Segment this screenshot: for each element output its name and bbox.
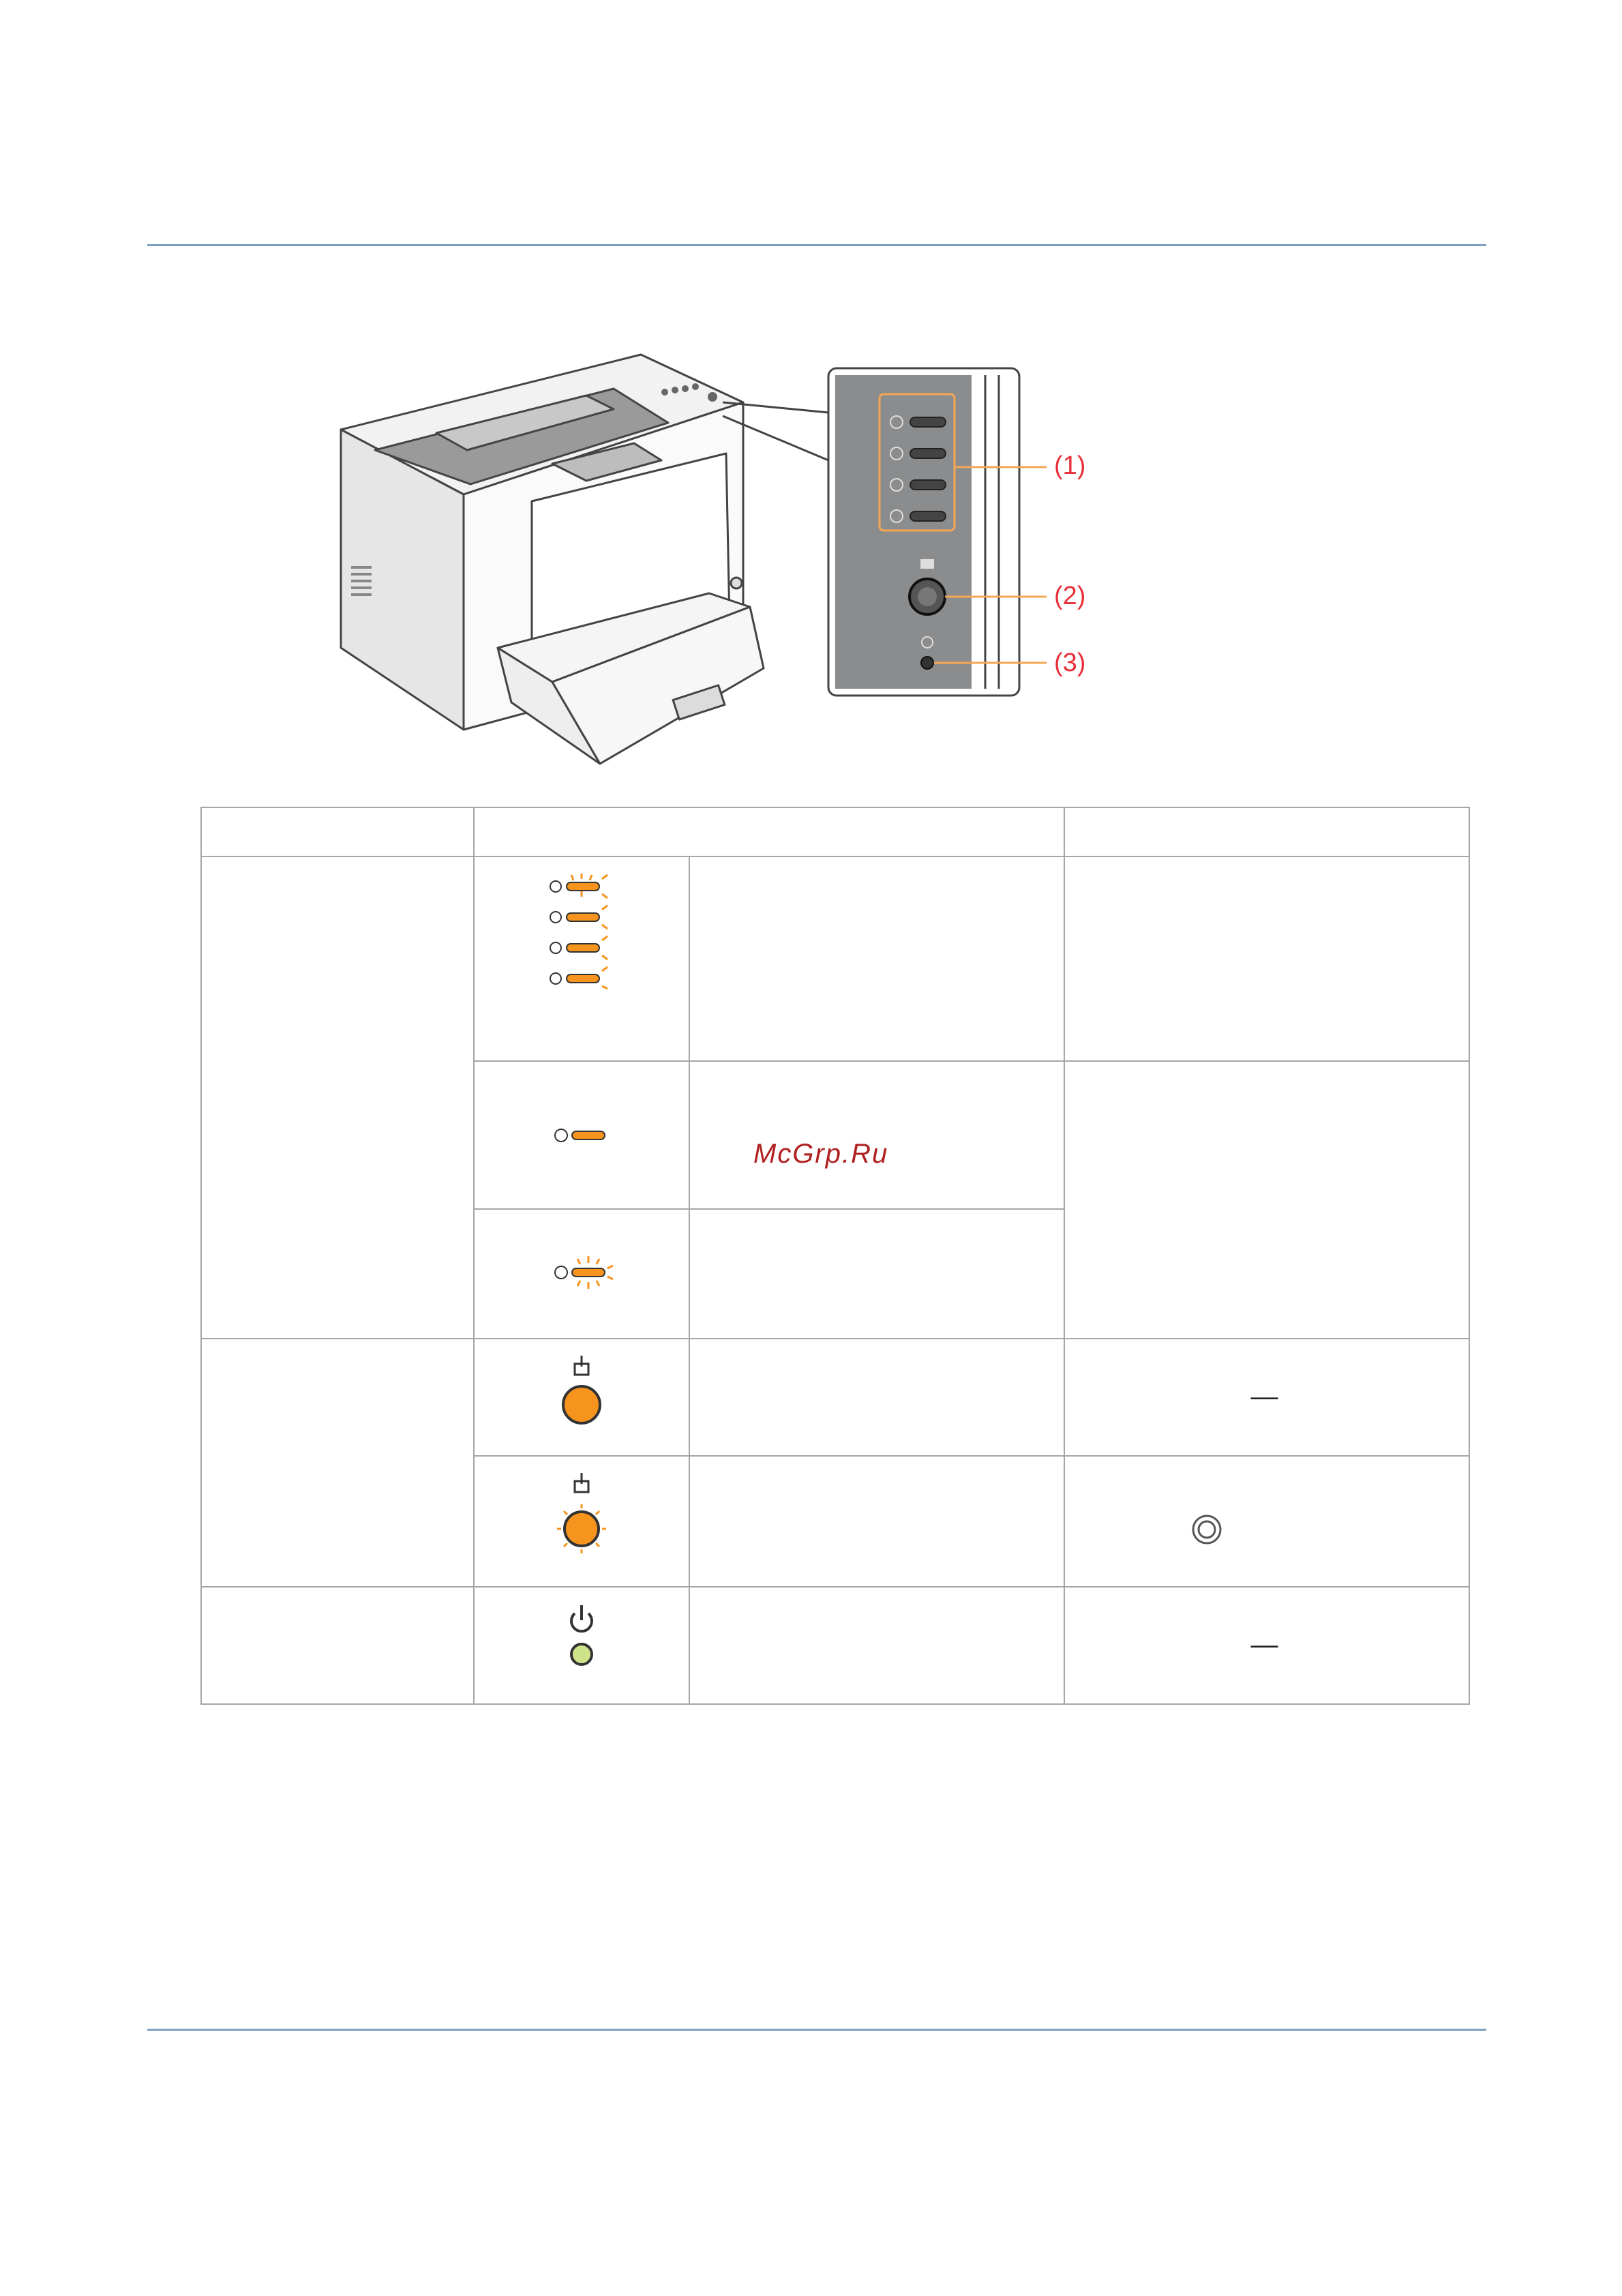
header-rule xyxy=(147,244,1486,246)
row-name-cell-toner xyxy=(201,856,474,1339)
printer-body xyxy=(341,355,764,764)
row-name-cell-power xyxy=(201,1587,474,1704)
description-cell xyxy=(1064,1339,1469,1456)
indicator-table xyxy=(200,807,1470,1705)
table-row xyxy=(201,1339,1469,1456)
job-button-symbol-icon xyxy=(1190,1512,1224,1547)
dash-symbol: — xyxy=(1250,1630,1278,1660)
status-text-cell xyxy=(689,1209,1064,1339)
k-led-on-icon xyxy=(474,1061,689,1209)
status-text-cell xyxy=(689,1061,1064,1209)
printer-illustration xyxy=(327,348,1118,784)
header-cell-status xyxy=(474,807,1065,856)
status-text-cell xyxy=(689,1587,1064,1704)
row-name-cell-job xyxy=(201,1339,474,1587)
header-cell-description xyxy=(1064,807,1469,856)
power-led-green-icon xyxy=(474,1587,689,1704)
header-cell-name xyxy=(201,807,474,856)
description-cell xyxy=(1064,856,1469,1061)
watermark: McGrp.Ru xyxy=(753,1139,889,1169)
job-button-lit-icon xyxy=(474,1339,689,1456)
description-cell xyxy=(1064,1587,1469,1704)
four-toner-leds-blinking-icon xyxy=(474,856,689,1061)
status-text-cell xyxy=(689,1456,1064,1587)
description-cell xyxy=(1064,1061,1469,1339)
dash-symbol: — xyxy=(1250,1382,1278,1412)
status-text-cell xyxy=(689,856,1064,1061)
callout-1: (1) xyxy=(1054,451,1086,480)
job-button-blinking-icon xyxy=(474,1456,689,1587)
table-row xyxy=(201,856,1469,1061)
callout-2: (2) xyxy=(1054,582,1086,610)
callout-3: (3) xyxy=(1054,648,1086,677)
footer-rule xyxy=(147,2029,1486,2031)
description-cell xyxy=(1064,1456,1469,1587)
operation-panel-closeup xyxy=(828,368,1019,696)
status-text-cell xyxy=(689,1339,1064,1456)
table-header-row xyxy=(201,807,1469,856)
k-led-blinking-icon xyxy=(474,1209,689,1339)
table-row xyxy=(201,1587,1469,1704)
